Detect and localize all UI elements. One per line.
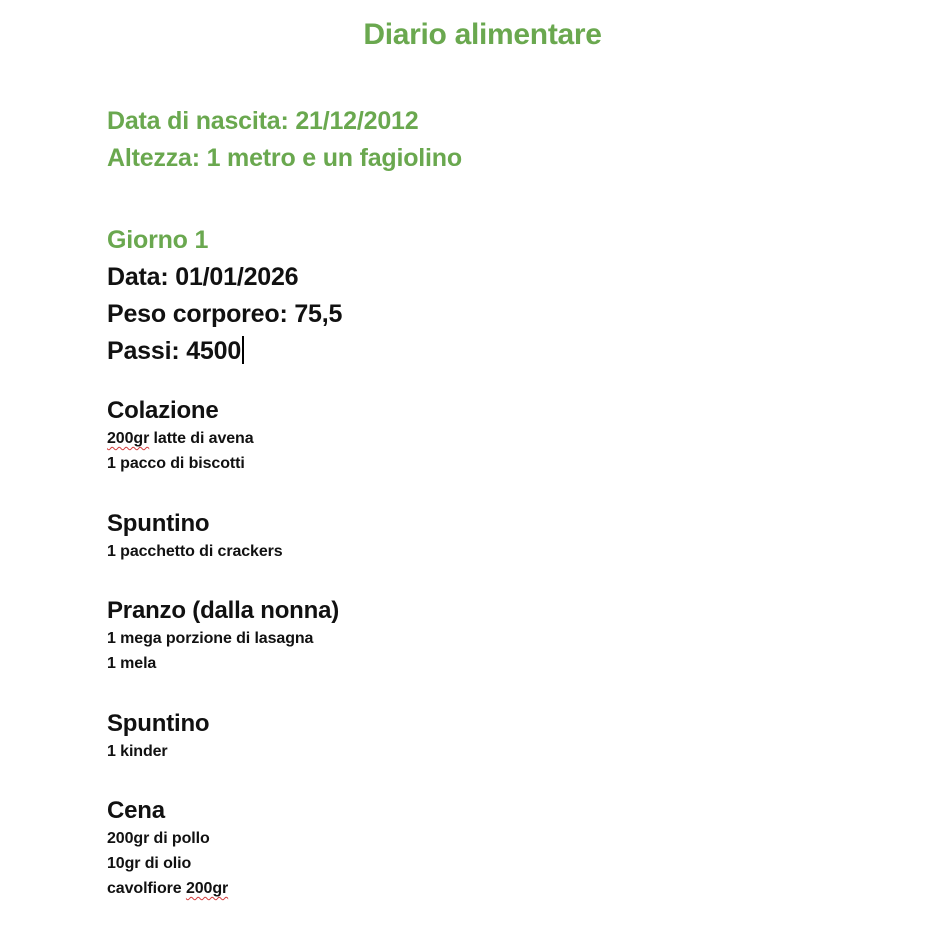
meal-item [107, 426, 254, 451]
profile-info [107, 103, 462, 177]
meal-item [107, 876, 228, 901]
spellcheck-word[interactable]: 200gr [185, 880, 229, 897]
meal-snack-morning [107, 509, 283, 564]
meal-heading: Spuntino [107, 510, 210, 537]
meal-item-text: latte di avena [149, 430, 254, 447]
steps-text: Passi: 4500 [107, 337, 242, 365]
meal-heading: Colazione [107, 397, 219, 424]
meal-item: 1 mega porzione di lasagna [107, 630, 314, 647]
day-date-line: Data: 01/01/2026 [107, 263, 299, 291]
birth-date-line: Data di nascita: 21/12/2012 [107, 107, 419, 135]
meal-heading: Spuntino [107, 710, 210, 737]
document-title: Diario alimentare [363, 18, 602, 51]
meal-dinner [107, 796, 228, 901]
steps-line [107, 333, 342, 370]
meal-item: 200gr di pollo [107, 830, 210, 847]
spellcheck-word[interactable]: 200gr [107, 430, 150, 447]
meal-item: 10gr di olio [107, 855, 192, 872]
meal-lunch [107, 596, 339, 676]
meal-snack-afternoon [107, 709, 209, 764]
meal-heading: Cena [107, 797, 165, 824]
meal-item: 1 mela [107, 655, 157, 672]
day-section [107, 222, 342, 370]
height-line: Altezza: 1 metro e un fagiolino [107, 144, 462, 172]
meal-heading: Pranzo (dalla nonna) [107, 597, 340, 624]
meal-breakfast [107, 396, 254, 476]
meal-item: 1 kinder [107, 743, 168, 760]
meal-item: 1 pacchetto di crackers [107, 543, 283, 560]
body-weight-line: Peso corporeo: 75,5 [107, 300, 343, 328]
meal-item: 1 pacco di biscotti [107, 455, 245, 472]
meal-item-text: cavolfiore [107, 880, 186, 897]
text-cursor [242, 336, 244, 364]
day-label: Giorno 1 [107, 226, 209, 254]
